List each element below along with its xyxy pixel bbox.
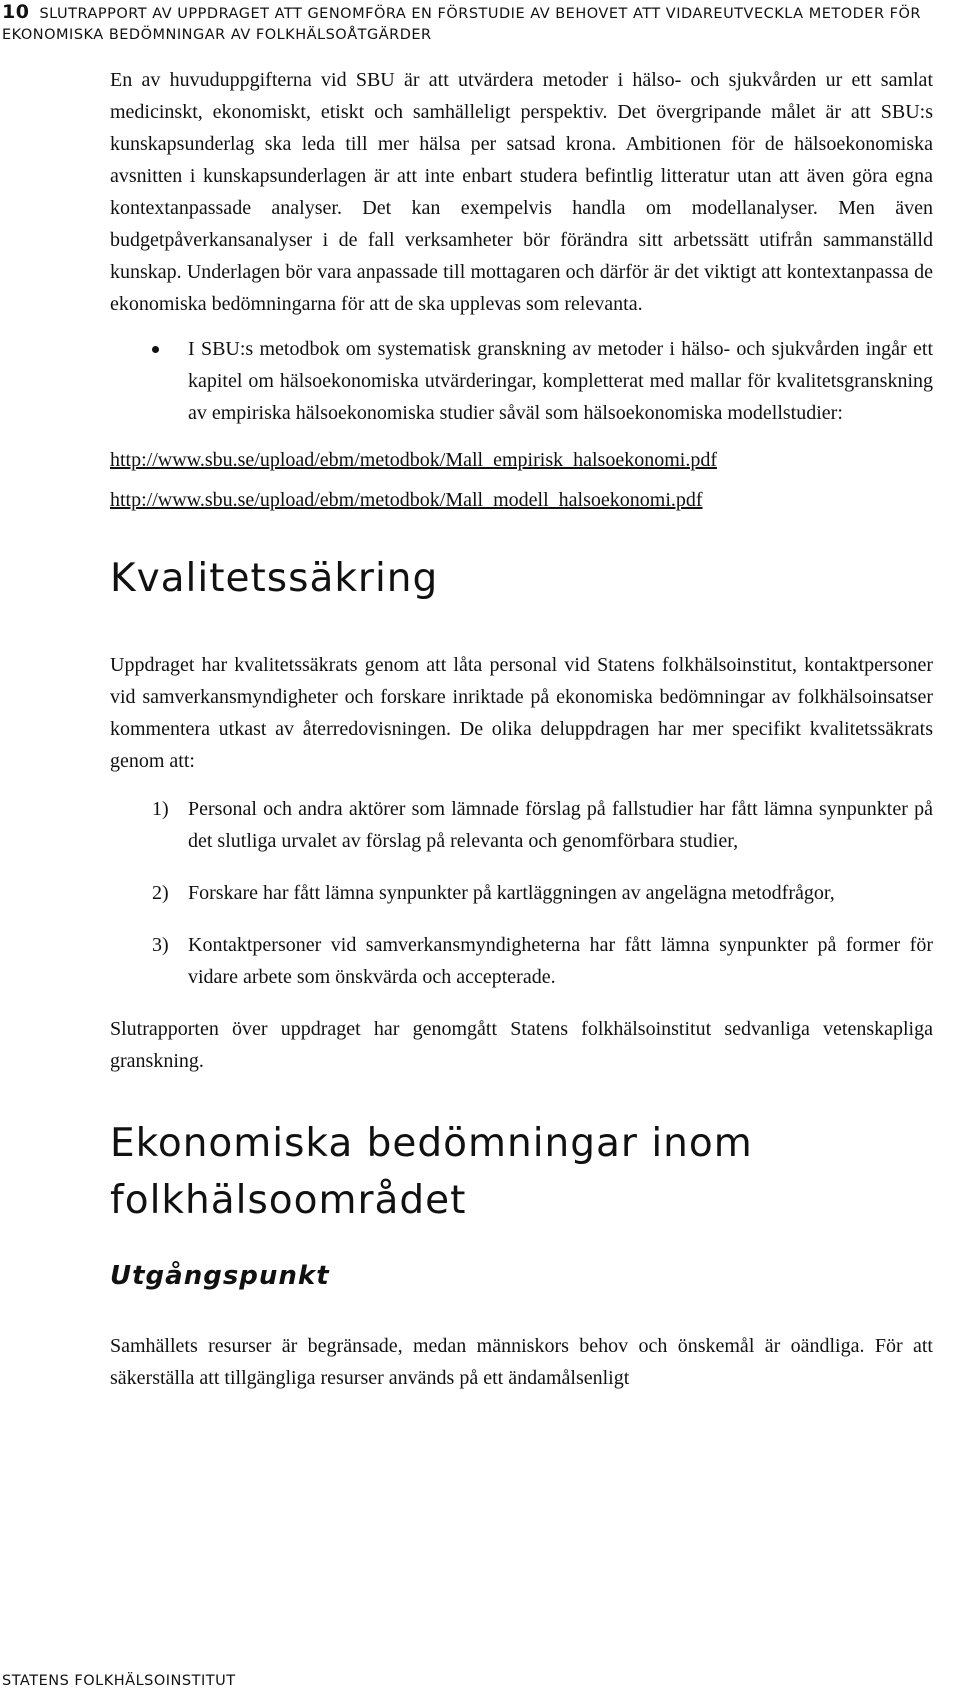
intro-paragraph: En av huvuduppgifterna vid SBU är att utvärdera metoder i hälso- och sjukvården ur ett samlat medicinskt, ekonomiskt, etiskt och samhälleligt perspektiv. Det övergripande målet är att SBU:s kunskapsunderlag ska leda till mer hälsa per satsad krona. Ambitionen för de hälsoekonomiska avsnitten i kunskapsunderlagen är att inte enbart studera befintlig litteratur utan att även göra egna kontextanpassade analyser. Det kan exempelvis handla om modellanalyser. Men även budgetpåverkansanalyser i de fall verksamheter bör förändra sitt arbetssätt utifrån sammanställd kunskap. Underlagen bör vara anpassade till mottagaren och därför är det viktigt att kontextanpassa de ekonomiska bedömningarna för att de ska upplevas som relevanta.: [110, 69, 933, 315]
quality-paragraph: Uppdraget har kvalitetssäkrats genom att låta personal vid Statens folkhälsoinstitut, kontaktpersoner vid samverkansmyndigheter och forskare inriktade på ekonomiska bedömningar av folkhälsoinsatser kommentera utkast av återredovisningen. De olika deluppdragen har mer specifikt kvalitetssäkrats genom att:: [110, 654, 933, 772]
list-item-text: Personal och andra aktörer som lämnade förslag på fallstudier har fått lämna synpunkter på det slutliga urvalet av förslag på relevanta och genomförbara studier,: [188, 798, 933, 852]
running-title: SLUTRAPPORT AV UPPDRAGET ATT GENOMFÖRA EN FÖRSTUDIE AV BEHOVET ATT VIDAREUTVECKLA METODER FÖR EKONOMISKA BEDÖMNINGAR AV FOLKHÄLSOÅTGÄRDER: [2, 6, 921, 43]
numbered-list: [110, 793, 933, 993]
bullet-icon: [152, 346, 159, 353]
page-content: [110, 64, 933, 1394]
heading-ekonomiska-bedomningar: Ekonomiska bedömningar inom folkhälsoområdet: [110, 1121, 753, 1223]
bullet-list: [110, 333, 933, 429]
list-item-text: Forskare har fått lämna synpunkter på kartläggningen av angelägna metodfrågor,: [188, 882, 835, 904]
page-number: 10: [2, 1, 30, 23]
quality-closing-paragraph: Slutrapporten över uppdraget har genomgått Statens folkhälsoinstitut sedvanliga vetenskapliga granskning.: [110, 1018, 933, 1072]
economics-paragraph: Samhällets resurser är begränsade, medan människors behov och önskemål är oändliga. För att säkerställa att tillgängliga resurser används på ett ändamålsenligt: [110, 1335, 933, 1389]
subheading-utgangspunkt: Utgångspunkt: [110, 1261, 330, 1291]
list-number: 3): [152, 934, 169, 956]
list-item: [110, 929, 933, 993]
page-header: [2, 2, 958, 45]
link-empirisk-mall[interactable]: http://www.sbu.se/upload/ebm/metodbok/Mall_empirisk_halsoekonomi.pdf: [110, 449, 717, 471]
list-item: [110, 877, 933, 909]
heading-kvalitetssakring: Kvalitetssäkring: [110, 556, 439, 601]
list-item: [110, 793, 933, 857]
list-number: 2): [152, 882, 169, 904]
link-list: [110, 440, 933, 520]
list-item-text: Kontaktpersoner vid samverkansmyndigheterna har fått lämna synpunkter på former för vidare arbete som önskvärda och accepterade.: [188, 934, 933, 988]
page-footer: STATENS FOLKHÄLSOINSTITUT: [2, 1673, 236, 1689]
link-modell-mall[interactable]: http://www.sbu.se/upload/ebm/metodbok/Mall_modell_halsoekonomi.pdf: [110, 489, 703, 511]
list-item: [110, 333, 933, 429]
bullet-text: I SBU:s metodbok om systematisk granskning av metoder i hälso- och sjukvården ingår ett kapitel om hälsoekonomiska utvärderingar, kompletterat med mallar för kvalitetsgranskning av empiriska hälsoekonomiska studier såväl som hälsoekonomiska modellstudier:: [188, 338, 933, 424]
list-number: 1): [152, 798, 169, 820]
